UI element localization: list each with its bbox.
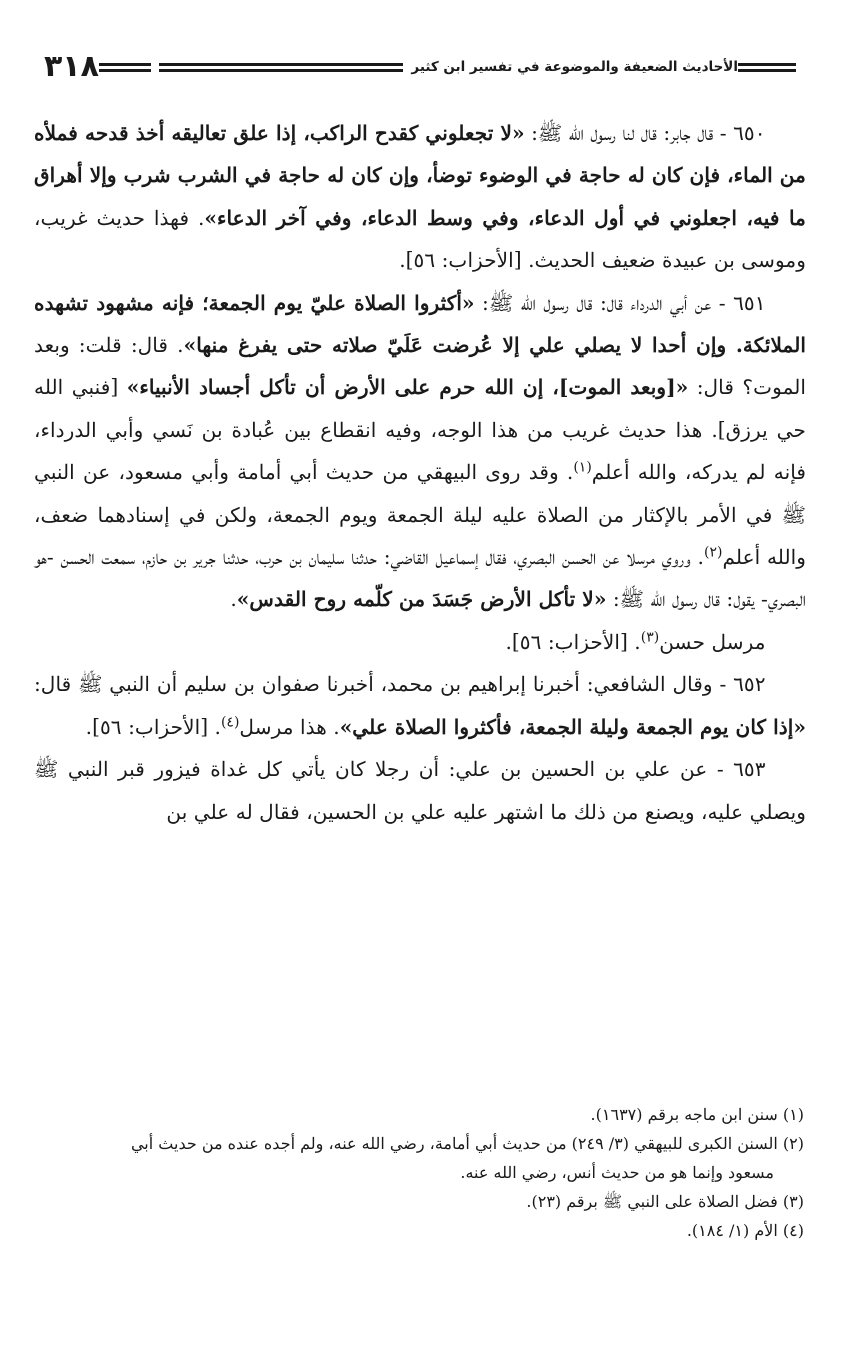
paragraph-text: . قال: قلت: وبعد الموت؟ قال: [34, 333, 807, 400]
hadith-number: ٦٥٠ - [719, 121, 766, 145]
hadith-text: «لا تأكل الأرض جَسَدَ من كلّمه روح القدس» [236, 587, 607, 612]
paragraph-651 [34, 282, 806, 621]
paragraph-651-grading [34, 621, 806, 663]
hadith-text: «إذا كان يوم الجمعة وليلة الجمعة، فأكثروا الصلاة علي» [339, 714, 806, 739]
paragraph-text: . [الأحزاب: ٥٦]. [505, 629, 641, 654]
running-title: الأحاديث الضعيفة والموضوعة في تفسير ابن كثير [411, 59, 738, 75]
paragraph-text: . [الأحزاب: ٥٦]. [85, 714, 221, 739]
paragraph-652 [34, 663, 806, 748]
paragraph-text: قال جابر: قال لنا رسول الله ﷺ: [524, 121, 720, 145]
paragraph-text: وقال الشافعي: أخبرنا إبراهيم بن محمد، أخبرنا صفوان بن سليم أن النبي ﷺ قال: [34, 672, 720, 697]
footnote-ref[interactable]: (٤) [220, 713, 240, 730]
paragraph-text: عن علي بن الحسين بن علي: أن رجلا كان يأتي كل غداة فيزور قبر النبي ﷺ ويصلي عليه، ويصنع من ذلك ما اشتهر عليه علي بن الحسين، فقال له علي بن [34, 757, 806, 824]
header-rule-right [99, 63, 151, 72]
footnote-1: (١) سنن ابن ماجه برقم (١٦٣٧). [590, 1105, 804, 1124]
hadith-text: «[وبعد الموت]، إن الله حرم على الأرض أن تأكل أجساد الأنبياء» [126, 375, 689, 400]
paragraph-text: [فنبي الله حي يرزق]. هذا حديث غريب من هذا الوجه، وفيه انقطاع بين عُبادة بن نَسي وأبي الدرداء، فإنه لم يدركه، والله أعلم [34, 375, 806, 485]
page-number: ٣١٨ [44, 49, 99, 84]
header-rule-middle [159, 63, 403, 72]
hadith-number: ٦٥٣ - [716, 757, 766, 782]
paragraph-650 [34, 112, 806, 282]
paragraph-text: . وروي مرسلا عن الحسن البصري، فقال إسماعيل القاضي: حدثنا سليمان بن حرب، حدثنا جرير بن حازم، سمعت الحسن -هو البصري- يقول: قال رسول الله ﷺ: [34, 545, 806, 612]
footnote-ref[interactable]: (٣) [640, 629, 660, 646]
hadith-text: «أكثروا الصلاة عليّ يوم الجمعة؛ فإنه مشهود تشهده الملائكة. وإن أحدا لا يصلي علي إلا عُرضت عَلَيّ صلاته حتى يفرغ منها» [34, 290, 806, 358]
hadith-number: ٦٥٢ - [719, 672, 766, 697]
paragraph-text: . فهذا حديث غريب، وموسى بن عبيدة ضعيف الحديث. [الأحزاب: ٥٦]. [34, 205, 806, 273]
footnote-2: (٢) السنن الكبرى للبيهقي (٣/ ٢٤٩) من حديث أبي أمامة، رضي الله عنه، ولم أجده عنده من حديث أبي [130, 1134, 804, 1153]
paragraph-text: . وقد روى البيهقي من حديث أبي أمامة وأبي مسعود، عن النبي ﷺ في الأمر بالإكثار من الصلاة عليه ليلة الجمعة ويوم الجمعة، ولكن في إسنادهما ضعف، والله أعلم [34, 460, 806, 570]
footnote-4: (٤) الأم (١/ ١٨٤). [686, 1221, 804, 1240]
footnote-2-continued: مسعود وإنما هو من حديث أنس، رضي الله عنه. [460, 1163, 774, 1182]
paragraph-653 [34, 748, 806, 833]
main-text [34, 112, 806, 833]
paragraph-text: مرسل حسن [659, 629, 766, 654]
page-header [34, 50, 806, 84]
paragraph-text: . هذا مرسل [239, 714, 340, 739]
footnote-ref[interactable]: (١) [573, 459, 592, 476]
header-rule-left [738, 63, 796, 72]
hadith-text: «لا تجعلوني كقدح الراكب، إذا علق تعاليقه أخذ قدحه فملأه من الماء، فإن كان له حاجة في الوضوء توضأ، وإن كان له حاجة في الشرب شرب وإلا أهراق ما فيه، اجعلوني في أول الدعاء، وفي وسط الدعاء، وفي آخر الدعاء» [34, 121, 806, 230]
paragraph-text: . [230, 587, 237, 612]
paragraph-text: عن أبي الدرداء قال: قال رسول الله ﷺ: [474, 290, 719, 315]
hadith-number: ٦٥١ - [718, 290, 766, 315]
footnote-3: (٣) فضل الصلاة على النبي ﷺ برقم (٢٣). [526, 1192, 804, 1211]
footnote-ref[interactable]: (٢) [703, 544, 723, 561]
footnotes [34, 1100, 804, 1245]
